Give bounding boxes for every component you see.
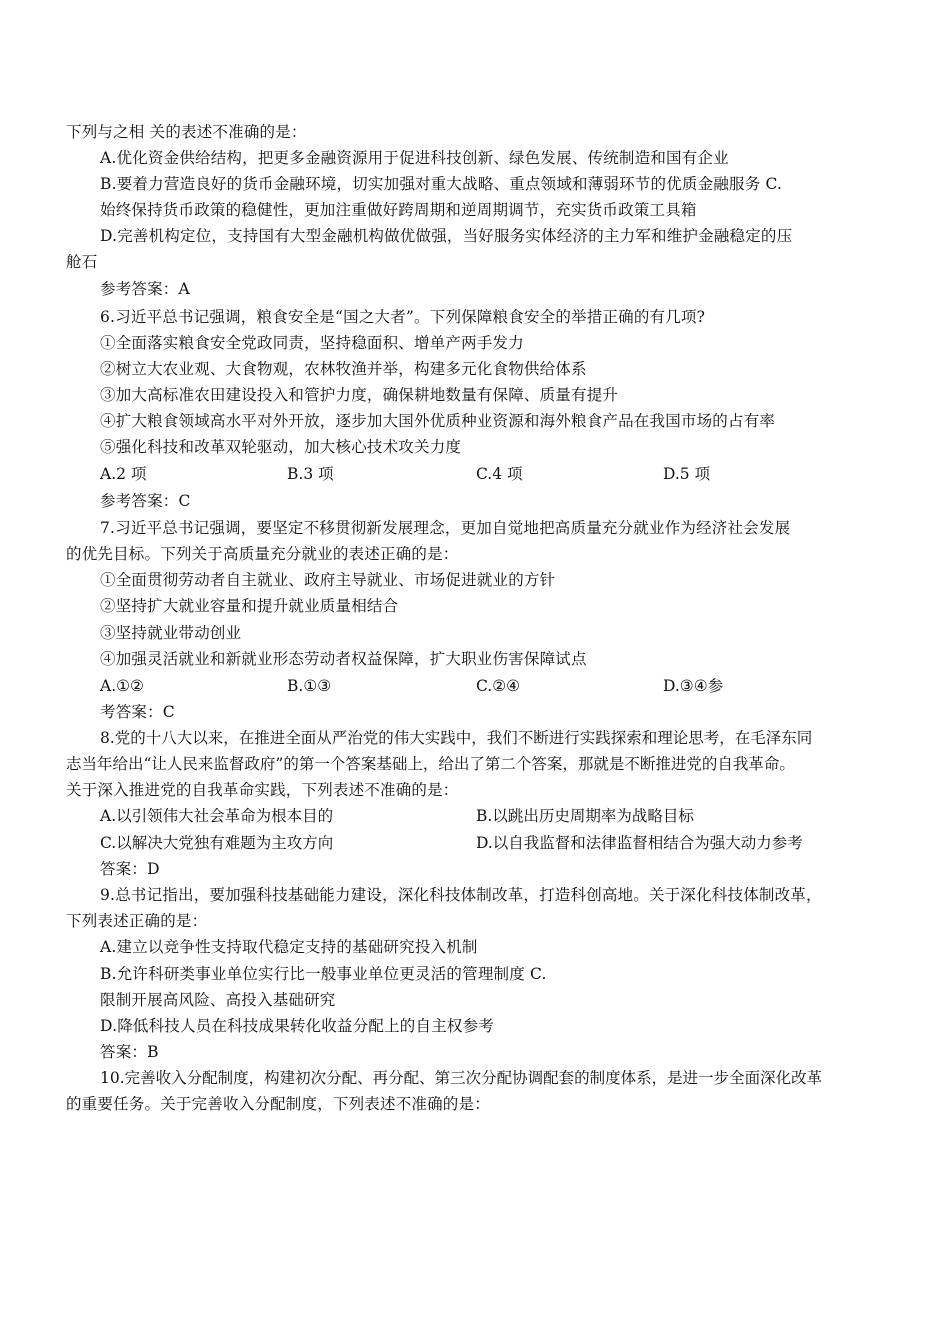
text-line: 志当年给出“让人民来监督政府”的第一个答案基础上，给出了第二个答案，那就是不断推进党的自我革命。: [66, 755, 795, 773]
option-b: B.3 项: [287, 465, 334, 483]
text-line: ②树立大农业观、大食物观，农林牧渔并举，构建多元化食物供给体系: [100, 360, 587, 378]
text-line: ②坚持扩大就业容量和提升就业质量相结合: [100, 597, 399, 615]
text-line: 的优先目标。下列关于高质量充分就业的表述正确的是：: [66, 545, 459, 563]
question-line: 6.习近平总书记强调，粮食安全是“国之大者”。下列保障粮食安全的举措正确的有几项?: [100, 308, 706, 326]
option-b: B.①③: [287, 677, 332, 695]
text-line: 始终保持货币政策的稳健性，更加注重做好跨周期和逆周期调节，充实货币政策工具箱: [100, 201, 697, 219]
text-line: ③加大高标准农田建设投入和管护力度，确保耕地数量有保障、质量有提升: [100, 386, 619, 404]
option-c: C.②④: [476, 677, 521, 695]
answer-line: 参考答案：C: [100, 492, 191, 510]
text-line: B.允许科研类事业单位实行比一般事业单位更灵活的管理制度 C.: [100, 965, 547, 983]
answer-line: 答案：D: [100, 860, 160, 878]
text-line: A.优化资金供给结构，把更多金融资源用于促进科技创新、绿色发展、传统制造和国有企业: [100, 149, 729, 167]
text-line: A.建立以竞争性支持取代稳定支持的基础研究投入机制: [100, 938, 478, 956]
option-d: D.③④参: [663, 677, 724, 695]
text-line: 下列表述正确的是：: [66, 912, 208, 930]
answer-line: 参考答案：A: [100, 280, 190, 298]
text-line: ③坚持就业带动创业: [100, 624, 242, 642]
option-a: A.2 项: [100, 465, 147, 483]
answer-line: 答案：B: [100, 1043, 159, 1061]
answer-line: 考答案：C: [100, 703, 175, 721]
question-line: 9.总书记指出，要加强科技基础能力建设，深化科技体制改革，打造科创高地。关于深化科技体制改革，: [100, 886, 822, 904]
option-a: A.以引领伟大社会革命为根本目的: [100, 807, 334, 825]
option-d: D.5 项: [663, 465, 711, 483]
text-line: D.降低科技人员在科技成果转化收益分配上的自主权参考: [100, 1017, 495, 1035]
option-d: D.以自我监督和法律监督相结合为强大动力参考: [476, 834, 803, 852]
text-line: 舱石: [66, 253, 98, 271]
text-line: ④加强灵活就业和新就业形态劳动者权益保障，扩大职业伤害保障试点: [100, 650, 587, 668]
text-line: ⑤强化科技和改革双轮驱动，加大核心技术攻关力度: [100, 438, 462, 456]
text-line: B.要着力营造良好的货币金融环境，切实加强对重大战略、重点领域和薄弱环节的优质金融服务 C.: [100, 175, 783, 193]
text-line: 关于深入推进党的自我革命实践，下列表述不准确的是：: [66, 781, 459, 799]
option-b: B.以跳出历史周期率为战略目标: [476, 807, 694, 825]
text-line: 下列与之相 关的表述不准确的是：: [66, 123, 307, 141]
question-line: 8.党的十八大以来，在推进全面从严治党的伟大实践中，我们不断进行实践探索和理论思考，在毛泽东同: [100, 729, 813, 747]
text-line: D.完善机构定位，支持国有大型金融机构做优做强，当好服务实体经济的主力军和维护金融稳定的压: [100, 227, 793, 245]
text-line: ①全面贯彻劳动者自主就业、政府主导就业、市场促进就业的方针: [100, 571, 556, 589]
text-line: 限制开展高风险、高投入基础研究: [100, 991, 336, 1009]
option-c: C.4 项: [476, 465, 523, 483]
question-line: 10.完善收入分配制度，构建初次分配、再分配、第三次分配协调配套的制度体系，是进一步全面深化改革: [100, 1069, 823, 1087]
text-line: ①全面落实粮食安全党政同责，坚持稳面积、增单产两手发力: [100, 334, 524, 352]
option-a: A.①②: [100, 677, 144, 695]
question-line: 7.习近平总书记强调，要坚定不移贯彻新发展理念，更加自觉地把高质量充分就业作为经济社会发展: [100, 519, 791, 537]
text-line: ④扩大粮食领域高水平对外开放，逐步加大国外优质种业资源和海外粮食产品在我国市场的占有率: [100, 412, 776, 430]
text-line: 的重要任务。关于完善收入分配制度，下列表述不准确的是：: [66, 1095, 490, 1113]
option-c: C.以解决大党独有难题为主攻方向: [100, 834, 334, 852]
